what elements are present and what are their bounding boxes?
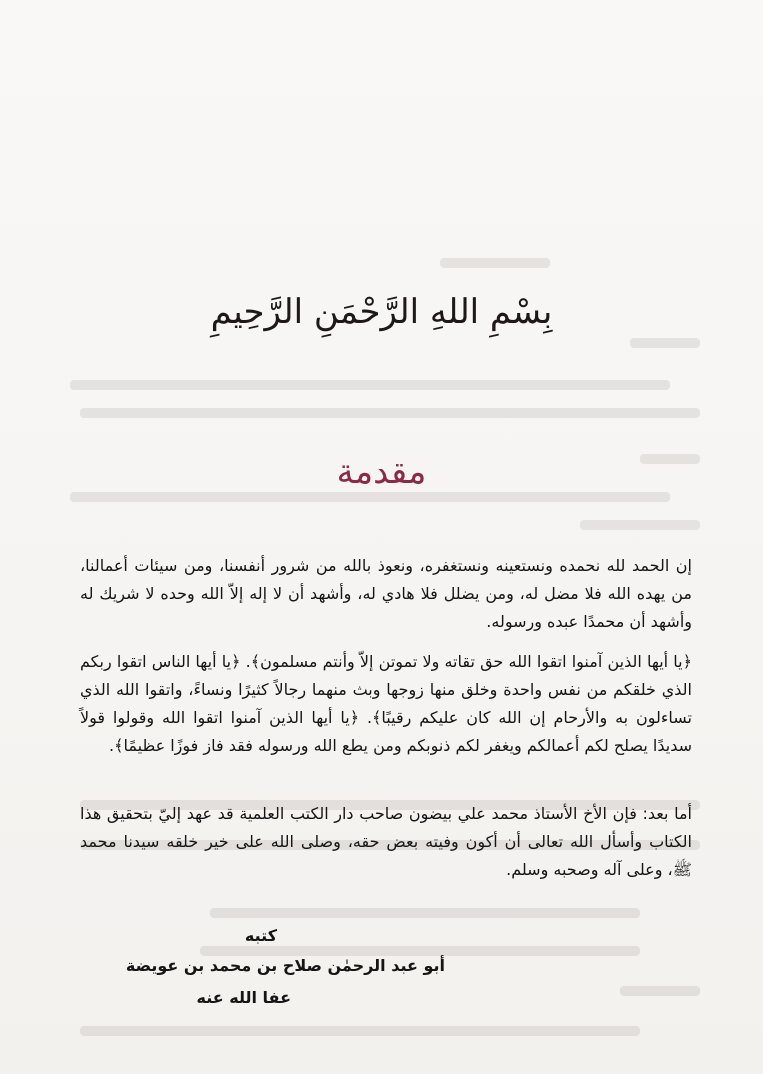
paragraph-text: ﴿يا أيها الذين آمنوا اتقوا الله حق تقاته ولا تموتن إلاّ وأنتم مسلمون﴾. ﴿يا أيها الناس اتقوا ربكم الذي خلقكم من نفس واحدة وخلق منها زوجها وبث منهما رجالاً كثيرًا ونساءً، واتقوا الله الذي تساءلون به والأرحام إن الله كان عليكم رقيبًا﴾. ﴿يا أيها الذين آمنوا اتقوا الله وقولوا قولاً سديدًا يصلح لكم أعمالكم ويغفر لكم ذنوبكم ومن يطع الله ورسوله فقد فاز فوزًا عظيمًا﴾. [80,652,692,755]
signature-closing: عفا الله عنه [196,988,291,1007]
basmala-calligraphy: بِسْمِ اللهِ الرَّحْمَنِ الرَّحِيمِ [210,292,553,332]
signature-label: كتبه [244,926,277,945]
paragraph-intro [80,800,692,884]
paragraph-text: أما بعد: فإن الأخ الأستاذ محمد علي بيضون صاحب دار الكتب العلمية قد عهد إليّ بتحقيق هذا الكتاب وأسأل الله تعالى أن أكون وفيته بعض حقه، وصلى الله على خير خلقه سيدنا محمد ﷺ، وعلى آله وصحبه وسلم. [80,804,692,879]
bleed-through-texture [60,240,700,1040]
paragraph-text: إن الحمد لله نحمده ونستعينه ونستغفره، ونعوذ بالله من شرور أنفسنا، ومن سيئات أعمالنا، من يهده الله فلا مضل له، ومن يضلل فلا هادي له، وأشهد أن لا إله إلاّ الله وحده لا شريك له وأشهد أن محمدًا عبده ورسوله. [80,556,692,631]
paragraph-verses [80,648,692,760]
signature-author: أبو عبد الرحمٰن صلاح بن محمد بن عويضة [125,956,445,975]
page-heading: مقدمة [336,452,427,492]
paragraph-praise [80,552,692,636]
